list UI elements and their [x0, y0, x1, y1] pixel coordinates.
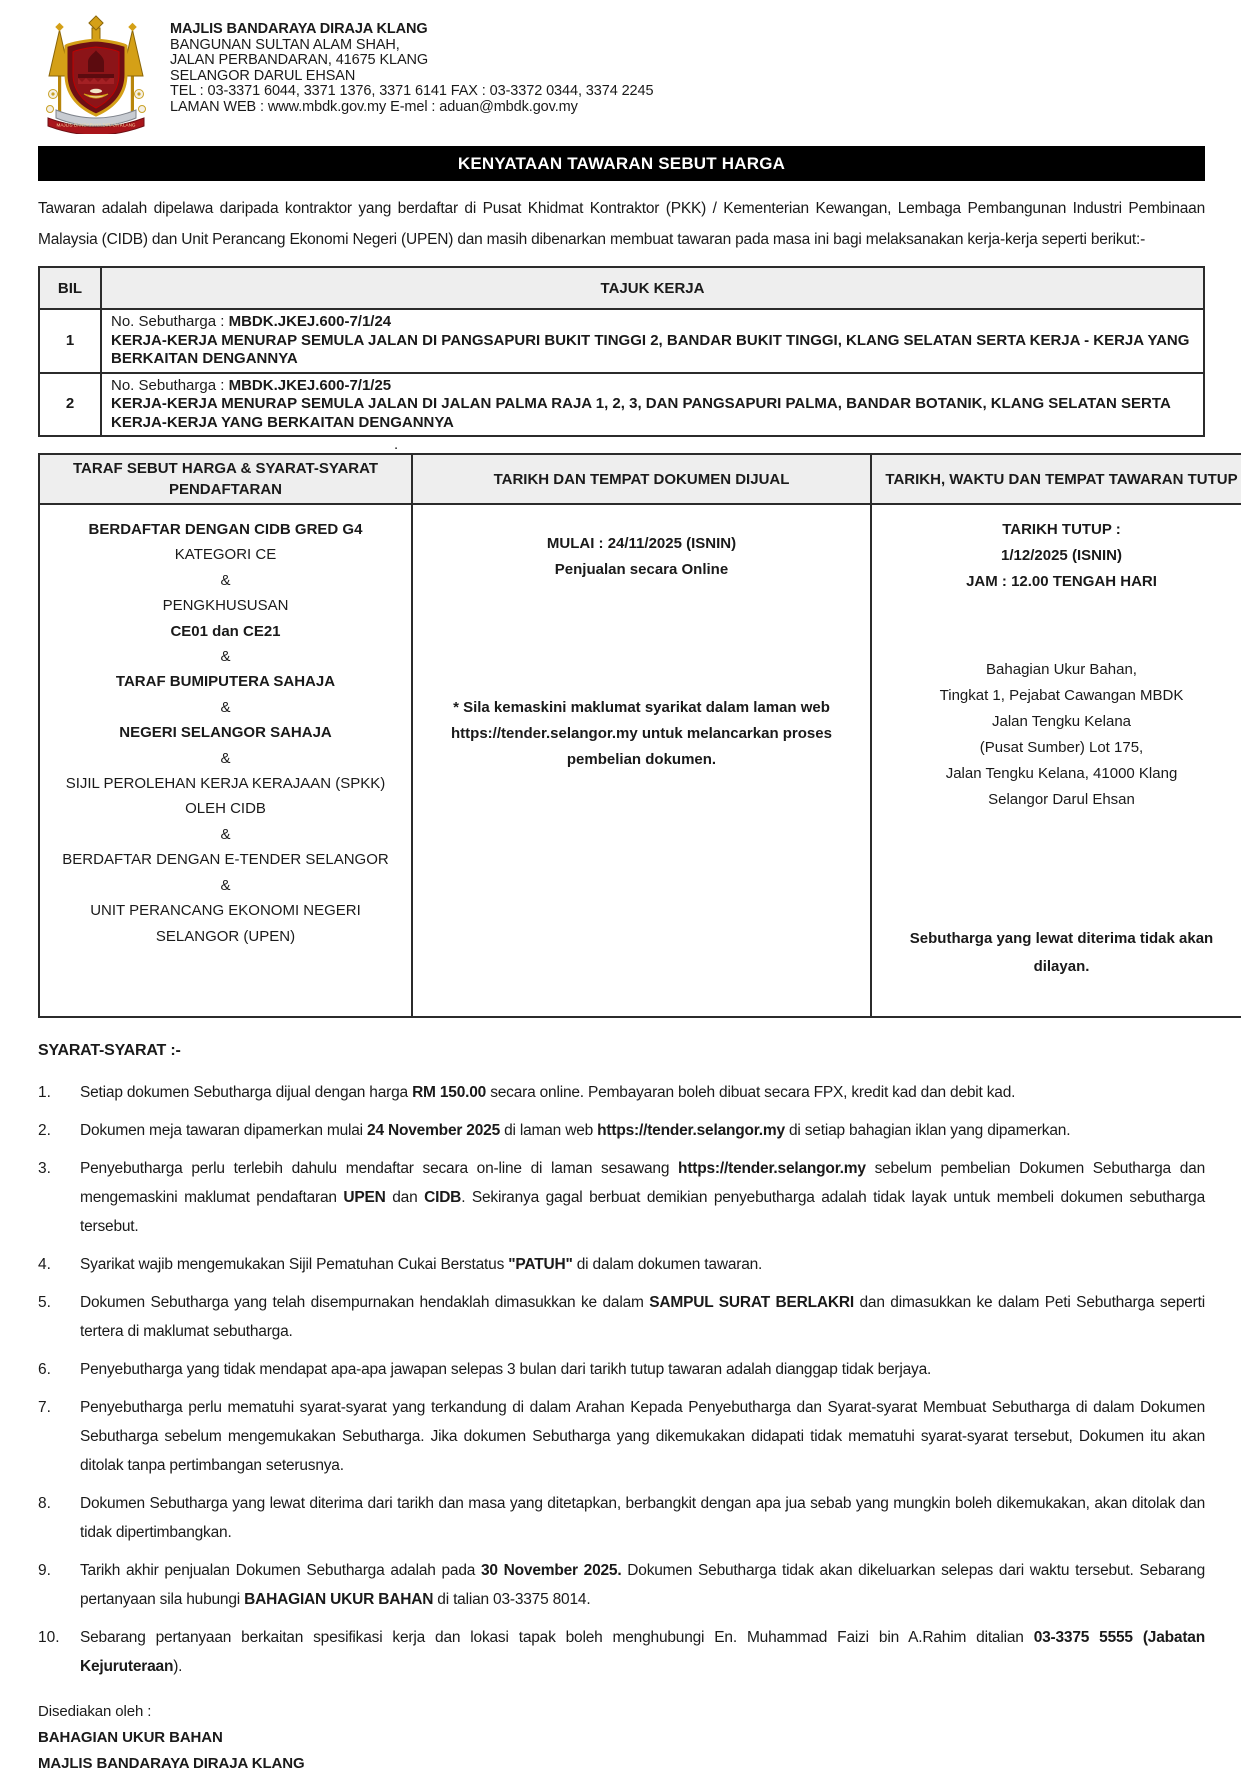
stray-dot: .: [394, 436, 399, 453]
text-run: sebelum pembelian Dokumen Sebutharga dan mengemaskini maklumat pendaftaran: [80, 1160, 1206, 1206]
prepared-by-label: Disediakan oleh :: [38, 1703, 152, 1720]
item-text: [80, 1250, 1205, 1279]
job-row-2: [39, 373, 1204, 437]
text-run: . Sekiranya gagal berbuat demikian penyebutharga adalah tidak layak untuk membeli dokumen sebutharga tersebut.: [80, 1189, 1205, 1235]
svg-text:MAJLIS BANDARAYA DIRAJA KLANG: MAJLIS BANDARAYA DIRAJA KLANG: [56, 122, 136, 128]
item-number: 5.: [38, 1294, 51, 1311]
address-line-2: JALAN PERBANDARAN, 41675 KLANG: [170, 52, 429, 69]
item-number: 6.: [38, 1361, 51, 1378]
footer-block: [38, 1699, 1205, 1777]
letterhead: [38, 14, 1205, 136]
penjualan-line: Penjualan secara Online: [554, 561, 729, 578]
item-number: 8.: [38, 1495, 51, 1512]
requirement-line: UNIT PERANCANG EKONOMI NEGERI SELANGOR (UPEN): [90, 902, 361, 945]
syarat-item-10: [38, 1623, 1205, 1681]
dokumen-cell: [412, 504, 871, 1017]
item-number: 4.: [38, 1256, 51, 1273]
text-run: di talian 03-3375 8014.: [433, 1591, 591, 1608]
requirement-line: NEGERI SELANGOR SAHAJA: [119, 724, 332, 742]
address-line: Selangor Darul Ehsan: [988, 791, 1135, 808]
text-run: Tarikh akhir penjualan Dokumen Sebutharga adalah pada: [80, 1562, 481, 1579]
text-run: SAMPUL SURAT BERLAKRI: [649, 1294, 854, 1311]
text-run: 03-3375 5555 (Jabatan Kejuruteraan: [80, 1629, 1205, 1675]
item-text: Dokumen Sebutharga yang lewat diterima dari tarikh dan masa yang ditetapkan, berbangkit dengan apa jua sebab yang mungkin boleh dikemukakan, akan ditolak dan tidak dipertimbangkan.: [80, 1495, 1205, 1541]
syarat-item-2: [38, 1116, 1205, 1145]
item-text: [80, 1116, 1205, 1145]
item-number: 10.: [38, 1629, 60, 1646]
text-run: No. Sebutharga :: [111, 376, 229, 394]
syarat-list: [38, 1078, 1205, 1681]
syarat-item-6: [38, 1355, 1205, 1384]
text-run: Dokumen Sebutharga tidak akan dikeluarkan selepas dari waktu tersebut. Sebarang pertanyaan sila hubungi: [80, 1562, 1206, 1608]
item-number: 3.: [38, 1160, 51, 1177]
job-2-bil: 2: [39, 373, 101, 437]
notice-title-bar: KENYATAAN TAWARAN SEBUT HARGA: [38, 146, 1205, 181]
intro-paragraph: Tawaran adalah dipelawa daripada kontraktor yang berdaftar di Pusat Khidmat Kontraktor (PKK) / Kementerian Kewangan, Lembaga Pembangunan Industri Pembinaan Malaysia (CIDB) dan Unit Perancang Ekonomi Negeri (UPEN) dan masih dibenarkan membuat tawaran pada masa ini bagi melaksanakan kerja-kerja seperti berikut:-: [38, 200, 1205, 248]
ampersand: &: [220, 749, 231, 767]
text-run: RM 150.00: [412, 1084, 487, 1101]
ampersand: &: [220, 825, 231, 843]
col-header-bil: BIL: [39, 267, 101, 309]
address-line-1: BANGUNAN SULTAN ALAM SHAH,: [170, 36, 400, 53]
tutup-cell: [871, 504, 1241, 1017]
tarikh-tutup-label: TARIKH TUTUP :: [1002, 521, 1121, 538]
col-header-taraf: TARAF SEBUT HARGA & SYARAT-SYARAT PENDAFTARAN: [39, 454, 412, 504]
text-run: 24 November 2025: [367, 1122, 500, 1139]
requirement-line: SIJIL PEROLEHAN KERJA KERAJAAN (SPKK) OLEH CIDB: [65, 775, 386, 818]
address-line: Bahagian Ukur Bahan,: [986, 661, 1137, 678]
item-number: 1.: [38, 1084, 51, 1101]
item-number: 2.: [38, 1122, 51, 1139]
text-run: Dokumen Sebutharga yang telah disempurnakan hendaklah dimasukkan ke dalam: [80, 1294, 650, 1311]
text-run: BAHAGIAN UKUR BAHAN: [244, 1591, 434, 1608]
mbdk-royal-crest-icon: [38, 14, 154, 134]
item-text: Penyebutharga perlu mematuhi syarat-syarat yang terkandung di dalam Arahan Kepada Penyebutharga dan Syarat-syarat Membuat Sebutharga di dalam Dokumen Sebutharga sebelum mengemukakan Sebutharga. Jika dokumen Sebutharga yang dikemukakan didapati tidak mematuhi syarat-syarat tersebut, Dokumen itu akan ditolak tanpa pertimbangan seterusnya.: [80, 1399, 1205, 1474]
syarat-item-1: [38, 1078, 1205, 1107]
text-run: di laman web: [500, 1122, 598, 1139]
text-run: "PATUH": [508, 1256, 573, 1273]
text-run: MBDK.JKEJ.600-7/1/25: [228, 376, 392, 394]
requirement-line: KATEGORI CE: [174, 546, 277, 564]
ampersand: &: [220, 571, 231, 589]
org-name: MAJLIS BANDARAYA DIRAJA KLANG: [170, 21, 428, 37]
requirement-line: BERDAFTAR DENGAN CIDB GRED G4: [88, 521, 363, 538]
item-text: [80, 1623, 1205, 1681]
syarat-heading: SYARAT-SYARAT :-: [38, 1042, 181, 1059]
text-run: secara online. Pembayaran boleh dibuat secara FPX, kredit kad dan debit kad.: [486, 1084, 1016, 1101]
job-2-cell: [101, 373, 1204, 437]
text-run: di setiap bahagian iklan yang dipamerkan.: [784, 1122, 1071, 1139]
syarat-item-8: [38, 1489, 1205, 1547]
address-line: Tingkat 1, Pejabat Cawangan MBDK: [939, 687, 1184, 704]
ampersand: &: [220, 698, 231, 716]
item-text: [80, 1556, 1205, 1614]
text-run: Penyebutharga perlu terlebih dahulu mendaftar secara on-line di laman sesawang: [80, 1160, 679, 1177]
text-run: Sebarang pertanyaan berkaitan spesifikasi kerja dan lokasi tapak boleh menghubungi En. Muhammad Faizi bin A.Rahim ditalian: [80, 1629, 1034, 1646]
info-table: [38, 453, 1241, 1018]
syarat-item-7: [38, 1393, 1205, 1480]
text-run: Dokumen meja tawaran dipamerkan mulai: [80, 1122, 368, 1139]
col-header-tawaran-tutup: TARIKH, WAKTU DAN TEMPAT TAWARAN TUTUP: [871, 454, 1241, 504]
text-run: https://tender.selangor.my: [678, 1160, 866, 1177]
address-line-3: SELANGOR DARUL EHSAN: [170, 67, 356, 84]
letterhead-text: [170, 14, 653, 116]
requirement-line: CE01 dan CE21: [170, 622, 281, 640]
info-table-body-row: [39, 504, 1241, 1017]
text-run: UPEN: [343, 1189, 386, 1206]
jobs-table-header-row: [39, 267, 1204, 309]
syarat-item-4: [38, 1250, 1205, 1279]
item-text: Penyebutharga yang tidak mendapat apa-apa jawapan selepas 3 bulan dari tarikh tutup tawaran adalah dianggap tidak berjaya.: [80, 1361, 932, 1378]
tel-fax-line: TEL : 03-3371 6044, 3371 1376, 3371 6141 FAX : 03-3372 0344, 3374 2245: [170, 83, 654, 100]
address-line: (Pusat Sumber) Lot 175,: [979, 739, 1144, 756]
job-1-ref: [111, 313, 1194, 332]
col-header-dokumen-dijual: TARIKH DAN TEMPAT DOKUMEN DIJUAL: [412, 454, 871, 504]
item-text: [80, 1288, 1205, 1346]
tarikh-tutup-date: 1/12/2025 (ISNIN): [1001, 547, 1122, 564]
ampersand: &: [220, 648, 231, 666]
text-run: di dalam dokumen tawaran.: [572, 1256, 763, 1273]
text-run: dan: [385, 1189, 425, 1206]
syarat-item-9: [38, 1556, 1205, 1614]
job-1-bil: 1: [39, 309, 101, 373]
mulai-line: MULAI : 24/11/2025 (ISNIN): [546, 535, 737, 552]
requirement-line: PENGKHUSUSAN: [162, 597, 289, 615]
tarikh-tutup-time: JAM : 12.00 TENGAH HARI: [966, 573, 1157, 590]
text-run: 30 November 2025.: [481, 1562, 622, 1579]
taraf-cell: [39, 504, 412, 1017]
submission-address: [882, 657, 1241, 813]
job-1-cell: [101, 309, 1204, 373]
text-run: Syarikat wajib mengemukakan Sijil Pematuhan Cukai Berstatus: [80, 1256, 509, 1273]
syarat-item-5: [38, 1288, 1205, 1346]
item-text: [80, 1078, 1205, 1107]
address-line: Jalan Tengku Kelana: [992, 713, 1131, 730]
job-row-1: [39, 309, 1204, 373]
item-number: 9.: [38, 1562, 51, 1579]
prepared-by-dept: BAHAGIAN UKUR BAHAN: [38, 1729, 223, 1746]
syarat-item-3: [38, 1154, 1205, 1241]
item-text: [80, 1154, 1205, 1241]
text-run: ).: [173, 1658, 183, 1675]
text-run: Setiap dokumen Sebutharga dijual dengan harga: [80, 1084, 413, 1101]
info-table-header-row: [39, 454, 1241, 504]
text-run: https://tender.selangor.my: [597, 1122, 785, 1139]
text-run: dan dimasukkan ke dalam Peti Sebutharga seperti tertera di maklumat sebutharga.: [80, 1294, 1205, 1340]
web-email-line: LAMAN WEB : www.mbdk.gov.my E-mel : aduan@mbdk.gov.my: [170, 98, 578, 115]
job-2-title: KERJA-KERJA MENURAP SEMULA JALAN DI JALAN PALMA RAJA 1, 2, 3, DAN PANGSAPURI PALMA, BANDAR BOTANIK, KLANG SELATAN SERTA KERJA-KERJA YANG BERKAITAN DENGANNYA: [111, 395, 1171, 431]
text-run: CIDB: [424, 1189, 462, 1206]
requirement-line: TARAF BUMIPUTERA SAHAJA: [115, 673, 336, 691]
jobs-table: [38, 266, 1205, 437]
prepared-by-org: MAJLIS BANDARAYA DIRAJA KLANG: [38, 1755, 305, 1772]
text-run: MBDK.JKEJ.600-7/1/24: [228, 313, 392, 330]
col-header-tajuk-kerja: TAJUK KERJA: [101, 267, 1204, 309]
online-update-note: * Sila kemaskini maklumat syarikat dalam laman web https://tender.selangor.my untuk melancarkan proses pembelian dokumen.: [451, 699, 832, 768]
late-submission-notice: Sebutharga yang lewat diterima tidak akan dilayan.: [909, 930, 1214, 975]
requirement-line: BERDAFTAR DENGAN E-TENDER SELANGOR: [62, 851, 389, 869]
text-run: No. Sebutharga :: [111, 313, 229, 330]
item-number: 7.: [38, 1399, 51, 1416]
address-line: Jalan Tengku Kelana, 41000 Klang: [945, 765, 1178, 782]
job-2-ref: [111, 377, 1194, 396]
ampersand: &: [220, 876, 231, 894]
job-1-title: KERJA-KERJA MENURAP SEMULA JALAN DI PANGSAPURI BUKIT TINGGI 2, BANDAR BUKIT TINGGI, KLANG SELATAN SERTA KERJA - KERJA YANG BERKAITAN DENGANNYA: [111, 331, 1190, 367]
